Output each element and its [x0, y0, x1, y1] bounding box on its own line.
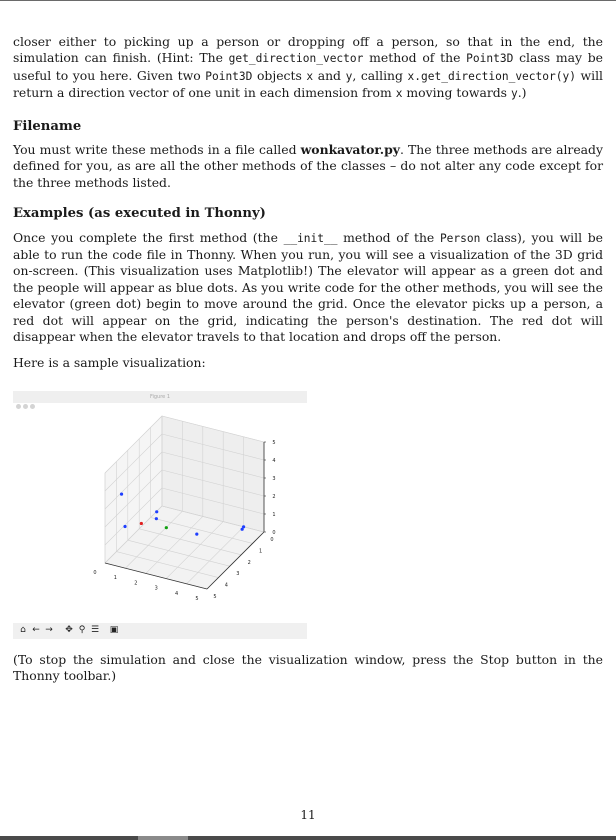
matplotlib-figure-window [13, 391, 307, 639]
z-tick-label: 3 [272, 476, 276, 482]
people-point [242, 525, 245, 528]
z-tick-label: 0 [272, 530, 276, 536]
forward-arrow-icon[interactable]: → [45, 625, 53, 635]
page-top-rule [0, 0, 616, 1]
y-tick-label: 2 [247, 559, 251, 566]
window-title-bar[interactable] [13, 391, 307, 403]
z-tick-label: 2 [272, 494, 276, 500]
y-tick-label: 1 [259, 548, 263, 555]
x-tick-label: 5 [195, 596, 199, 602]
y-tick-label: 4 [224, 582, 228, 589]
z-tick-label: 4 [272, 458, 276, 464]
window-title: Figure 1 [149, 394, 171, 400]
x-tick-label: 4 [175, 590, 179, 597]
save-icon[interactable]: ▣ [109, 625, 119, 635]
y-tick-label: 0 [270, 537, 274, 543]
filename-heading: Filename [13, 118, 82, 134]
sample-visualization-caption: Here is a sample visualization: [13, 354, 206, 370]
x-tick-label: 1 [113, 575, 117, 582]
scroll-thumb[interactable] [138, 836, 188, 840]
home-icon[interactable]: ⌂ [20, 625, 26, 635]
pan-icon[interactable]: ✥ [65, 625, 73, 635]
people-point [120, 493, 123, 496]
elevator-point [165, 526, 168, 529]
x-tick-label: 3 [154, 585, 158, 592]
people-point [195, 533, 198, 536]
examples-paragraph: Once you complete the first method (the __init__ method of the Person class), you will be able to run the code file in Thonny. When you run, you will see a visualization of the 3D grid on-screen. (This visualization uses Matplotlib!) The elevator will appear as a green dot and the people will appear as blue dots. As you write code for the other methods, you will see the elevator (green dot) begin to move around the grid. Once the elevator picks up a person, a red dot will appear on the grid, indicating the person's destination. The red dot will disappear when the elevator travels to that location and drops off the person. [13, 229, 604, 345]
people-point [155, 510, 158, 513]
configure-subplots-icon[interactable]: ☰ [90, 625, 100, 635]
people-point [155, 517, 158, 520]
people-point [123, 525, 126, 528]
x-tick-label: 2 [134, 580, 138, 587]
z-tick-label: 5 [272, 440, 276, 446]
y-tick-label: 3 [236, 571, 240, 578]
stop-instructions: (To stop the simulation and close the visualization window, press the Stop button in the Thonny toolbar.) [13, 652, 603, 684]
document-body [13, 34, 603, 371]
figure-toolbar [13, 623, 307, 639]
filename-paragraph: You must write these methods in a file called wonkavator.py. The three methods are already defined for you, as are all the other methods of the classes – do not alter any code except for the three methods listed. [13, 142, 603, 190]
bottom-scroll-bar[interactable] [0, 836, 616, 840]
intro-paragraph: closer either to picking up a person or dropping off a person, so that in the end, the simulation can finish. (Hint: The get_direction_vector method of the Point3D class may be useful to you here. Given two Point3D objects x and y, calling x.get_direction_vector(y) will return a direction vector of one unit in each dimension from x moving towards y.) [13, 34, 604, 101]
examples-heading: Examples (as executed in Thonny) [13, 206, 266, 222]
page-number: 11 [300, 808, 316, 822]
destination-point [140, 522, 143, 525]
back-arrow-icon[interactable]: ← [32, 625, 40, 635]
y-tick-label: 5 [213, 594, 217, 600]
z-tick-label: 1 [272, 512, 276, 518]
x-tick-label: 0 [93, 570, 97, 576]
zoom-icon[interactable]: ⚲ [78, 625, 86, 635]
plot-panes [105, 416, 264, 589]
3d-scatter-plot[interactable] [13, 403, 307, 623]
